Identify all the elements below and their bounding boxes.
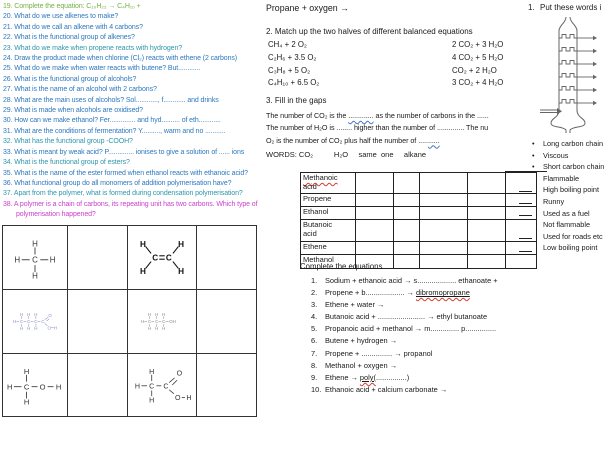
property-item: Not flammable — [543, 220, 591, 230]
equation-item: 10. Ethanoic acid + calcium carbonate → — [311, 384, 448, 394]
methanol-structure-diagram — [3, 363, 67, 407]
svg-text:C: C — [165, 253, 172, 263]
svg-text:H: H — [14, 255, 21, 265]
match-right-item: CO₂ + 2 H₂O — [452, 65, 497, 75]
empty-cell — [394, 207, 420, 220]
fill-gaps-title: 3. Fill in the gaps — [266, 96, 327, 105]
propane-oxygen-equation: Propane + oxygen → — [266, 3, 349, 13]
compound-name-cell: Methanol — [301, 255, 356, 269]
svg-text:H: H — [49, 255, 56, 265]
match-left-item: C₄H₁₀ + 6.5 O₂ — [268, 78, 320, 88]
properties-word-list — [532, 138, 605, 254]
compound-row — [301, 207, 537, 220]
question-item: 27. What is the name of an alcohol with 2 carbons? — [3, 86, 157, 94]
questions-list — [3, 2, 265, 221]
compound-name-cell: Methanoic acid — [301, 173, 356, 194]
question-item: 21. What do we call an alkene with 4 carbons? — [3, 23, 143, 31]
svg-text:H: H — [23, 397, 30, 407]
svg-text:C: C — [23, 382, 30, 392]
empty-cell — [356, 220, 394, 242]
svg-text:H: H — [7, 382, 13, 392]
structure-cell-propanol — [128, 290, 197, 354]
svg-text:H: H — [55, 382, 62, 392]
ethene-structure-diagram — [132, 235, 192, 280]
compound-name-cell: Butanoic acid — [301, 220, 356, 242]
empty-cell — [420, 255, 468, 269]
property-item: Flammable — [543, 173, 580, 183]
svg-text:H: H — [148, 312, 152, 318]
match-left-column — [268, 39, 319, 90]
empty-cell — [394, 255, 420, 269]
svg-text:H: H — [162, 312, 166, 318]
question-item: 26. What is the functional group of alcohols? — [3, 75, 137, 83]
empty-cell — [420, 173, 468, 194]
equation-item: 8. Methanol + oxygen → — [311, 360, 398, 370]
question-item: 20. What do we use alkenes to make? — [3, 13, 119, 21]
empty-cell — [420, 242, 468, 255]
question-item: 25. What do we make when water reacts with butene? But............ — [3, 65, 201, 73]
compound-row — [301, 194, 537, 207]
empty-cell — [394, 194, 420, 207]
equation-item: 3. Ethene + water → — [311, 300, 385, 310]
ethanoic-acid-structure-diagram — [128, 362, 196, 408]
empty-cell — [197, 226, 257, 290]
empty-cell — [394, 173, 420, 194]
question-item: 22. What is the functional group of alkenes? — [3, 34, 135, 42]
match-right-item: 3 CO₂ + 4 H₂O — [452, 78, 504, 88]
question-item: 29. What is made when alcohols are oxidised? — [3, 107, 143, 115]
svg-text:H: H — [162, 326, 166, 332]
question-item: 19. Complete the equation: C₁₀H₂₂ → C₄H₁₀ + — [3, 3, 141, 10]
empty-cell — [468, 194, 506, 207]
question-item: 33. What is meant by weak acid? P.............. ionises to give a solution of ...... ions — [3, 148, 245, 156]
fractionating-column-diagram — [536, 16, 605, 134]
match-exercise-title: 2. Match up the two halves of different balanced equations — [266, 27, 473, 36]
svg-text:H: H — [155, 326, 159, 332]
equation-item: 6. Butene + hydrogen → — [311, 336, 398, 346]
empty-cell — [468, 255, 506, 269]
empty-cell — [420, 220, 468, 242]
propanol-structure-diagram — [139, 309, 185, 334]
svg-text:OH: OH — [169, 319, 176, 325]
svg-text:H: H — [32, 271, 38, 281]
connector-line — [519, 203, 532, 204]
svg-text:H: H — [34, 326, 38, 332]
connector-line — [519, 215, 532, 216]
svg-text:H: H — [140, 319, 145, 325]
compound-name-cell: Ethene — [301, 242, 356, 255]
compound-row — [301, 173, 537, 194]
svg-text:C: C — [20, 319, 24, 325]
property-item: • Short carbon chain — [532, 162, 605, 172]
question-item: 31. What are the conditions of fermentation? Y.........., warm and no ........... — [3, 127, 226, 135]
svg-text:O: O — [175, 394, 181, 403]
empty-cell — [356, 173, 394, 194]
structures-table — [2, 225, 257, 417]
butanoic-acid-structure-diagram — [11, 309, 59, 334]
svg-text:H: H — [148, 326, 152, 332]
connector-line — [519, 251, 532, 252]
put-words-text: Put these words i — [540, 3, 602, 12]
empty-cell — [356, 242, 394, 255]
svg-text:C: C — [27, 319, 31, 325]
equation-item: 5. Propanoic acid + methanol → m.............. p............... — [311, 324, 497, 334]
svg-text:H: H — [32, 239, 38, 249]
question-item: 36. What functional group do all monomers of addition polymerisation have? — [3, 179, 232, 187]
question-item: 32. What has the functional group -COOH? — [3, 138, 133, 146]
svg-text:O: O — [47, 325, 51, 331]
match-right-column — [452, 39, 503, 90]
svg-text:H: H — [155, 312, 159, 318]
svg-text:H: H — [53, 325, 58, 331]
property-item: Runny — [543, 196, 565, 206]
empty-cell — [420, 194, 468, 207]
structure-cell-methanol — [3, 354, 68, 417]
question-item: 37. Apart from the polymer, what is formed during condensation polymerisation? — [3, 190, 243, 198]
empty-cell — [68, 354, 128, 417]
property-item: • Viscous — [532, 150, 569, 160]
svg-text:H: H — [186, 394, 192, 403]
question-item: 23. What do we make when propene reacts with hydrogen? — [3, 44, 183, 52]
gap-line: The number of H₂O is ........ higher than the number of .............. The nu — [266, 123, 489, 133]
put-words-number: 1. — [528, 3, 535, 12]
question-item: 35. What is the name of the ester formed when ethanol reacts with ethanoic acid? — [3, 169, 248, 177]
compound-properties-table — [300, 172, 537, 269]
question-item: 30. How can we make ethanol? Fer.............. and hyd.......... of eth............ — [3, 117, 221, 125]
empty-cell — [468, 220, 506, 242]
empty-cell — [468, 242, 506, 255]
complete-equations-title: Complete the equations — [300, 262, 383, 271]
svg-text:H: H — [149, 396, 155, 405]
svg-text:C: C — [32, 255, 38, 265]
property-item: • Long carbon chain — [532, 139, 604, 148]
svg-text:H: H — [27, 311, 31, 317]
question-item: 34. What is the functional group of esters? — [3, 159, 130, 167]
empty-cell — [356, 194, 394, 207]
structure-cell-butanoic-acid — [3, 290, 68, 354]
question-item: 38. A polymer is a chain of carbons, its repeating unit has two carbons. Which type of polymerisation happened? — [3, 200, 258, 219]
svg-text:O: O — [176, 369, 183, 378]
svg-text:H: H — [34, 311, 38, 317]
match-right-item: 4 CO₂ + 5 H₂O — [452, 52, 504, 62]
property-item: Used as a fuel — [543, 208, 590, 218]
put-words-title — [528, 3, 601, 12]
structure-cell-ethene — [128, 226, 197, 290]
match-right-item: 2 CO₂ + 3 H₂O — [452, 40, 504, 49]
svg-text:H: H — [23, 367, 30, 377]
fill-gaps-paragraph — [266, 110, 489, 147]
svg-text:C: C — [41, 319, 45, 325]
empty-cell — [197, 290, 257, 354]
svg-text:H: H — [20, 311, 24, 317]
empty-cell — [68, 226, 128, 290]
empty-cell — [197, 354, 257, 417]
compound-row — [301, 220, 537, 242]
connector-line — [519, 238, 532, 239]
connector-line — [519, 191, 532, 192]
gap-line: The number of CO₂ is the ............. as the number of carbons in the ...... — [266, 111, 489, 120]
gap-line: O₂ is the number of CO₂ plus half the number of ........... — [266, 135, 440, 145]
svg-text:H: H — [27, 326, 31, 332]
svg-text:C: C — [149, 382, 155, 391]
empty-cell — [68, 290, 128, 354]
match-left-item: CH₄ + 2 O₂ — [268, 40, 307, 49]
svg-text:H: H — [20, 326, 24, 332]
svg-text:H: H — [12, 319, 17, 325]
property-item: Low boiling point — [543, 243, 598, 253]
svg-text:O: O — [48, 312, 52, 318]
connector-line — [505, 171, 547, 172]
svg-text:C: C — [163, 382, 169, 391]
match-left-item: C₃H₈ + 5 O₂ — [268, 65, 311, 75]
equation-item: 2. Propene + b................... → dibromopropane — [311, 288, 470, 298]
compound-name-cell: Ethanol — [301, 207, 356, 220]
property-item: Used for roads etc — [543, 231, 603, 241]
equation-item: 9. Ethene → poly(...............) — [311, 372, 410, 382]
empty-cell — [394, 220, 420, 242]
svg-text:H: H — [149, 368, 155, 377]
svg-text:C: C — [148, 319, 152, 325]
question-item: 24. Draw the product made when chlorine (Cl₂) reacts with ethene (2 carbons) — [3, 55, 238, 63]
empty-cell — [394, 242, 420, 255]
svg-text:C: C — [162, 319, 166, 325]
empty-cell — [468, 173, 506, 194]
empty-cell — [420, 207, 468, 220]
compound-row — [301, 242, 537, 255]
svg-text:O: O — [39, 382, 46, 392]
word-bank: WORDS: CO₂ H₂O same one alkane — [266, 150, 427, 159]
svg-text:H: H — [134, 382, 141, 391]
compound-name-cell: Propene — [301, 194, 356, 207]
svg-text:H: H — [178, 267, 185, 277]
structure-cell-methane — [3, 226, 68, 290]
property-item: High boiling point — [543, 185, 599, 195]
svg-text:C: C — [34, 319, 38, 325]
empty-cell — [468, 207, 506, 220]
equations-list — [311, 275, 551, 396]
svg-text:C: C — [155, 319, 159, 325]
svg-text:H: H — [178, 239, 185, 249]
methane-structure-diagram — [10, 235, 60, 281]
svg-text:H: H — [139, 239, 146, 249]
empty-cell — [506, 255, 537, 269]
match-left-item: C₂H₆ + 3.5 O₂ — [268, 52, 317, 62]
svg-text:H: H — [139, 267, 146, 277]
structure-cell-ethanoic-acid — [128, 354, 197, 417]
svg-text:C: C — [152, 253, 159, 263]
equation-item: 7. Propene + ............... → propanol — [311, 348, 433, 358]
equation-item: 1. Sodium + ethanoic acid → s................... ethanoate + — [311, 276, 498, 285]
equation-item: 4. Butanoic acid + ....................... → ethyl butanoate — [311, 312, 488, 322]
empty-cell — [356, 207, 394, 220]
question-item: 28. What are the main uses of alcohols? Sol............, f............ and drinks — [3, 96, 219, 104]
